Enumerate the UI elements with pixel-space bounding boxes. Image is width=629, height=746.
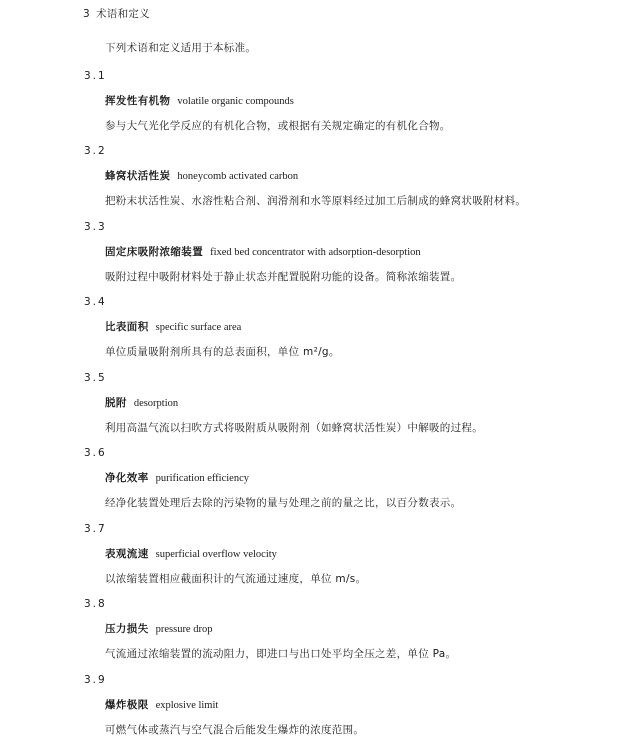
term-zh: 净化效率 (105, 472, 149, 485)
term-number: 3.4 (84, 296, 107, 308)
term-heading (0, 617, 629, 642)
term-block (0, 592, 629, 668)
term-number: 3.8 (84, 598, 107, 610)
term-block (0, 290, 629, 366)
term-zh: 爆炸极限 (105, 698, 149, 711)
intro-text: 下列术语和定义适用于本标准。 (105, 42, 257, 54)
term-en: pressure drop (155, 624, 213, 636)
term-definition: 参与大气光化学反应的有机化合物，或根据有关规定确定的有机化合物。 (105, 119, 451, 132)
term-block (0, 139, 629, 215)
term-definition: 吸附过程中吸附材料处于静止状态并配置脱附功能的设备。简称浓缩装置。 (105, 270, 462, 283)
term-zh: 固定床吸附浓缩装置 (105, 245, 204, 258)
term-number: 3.9 (84, 673, 107, 686)
term-heading (0, 89, 629, 114)
term-zh: 表观流速 (105, 547, 149, 560)
term-definition: 把粉末状活性炭、水溶性粘合剂、润滑剂和水等原料经过加工后制成的蜂窝状吸附材料。 (105, 195, 527, 208)
term-en: desorption (133, 397, 179, 409)
section-heading (83, 2, 150, 26)
term-number: 3.7 (84, 522, 107, 535)
term-zh: 比表面积 (105, 321, 149, 334)
term-heading (0, 315, 629, 340)
term-heading (0, 542, 629, 567)
term-block (0, 441, 629, 517)
term-definition: 经净化装置处理后去除的污染物的量与处理之前的量之比，以百分数表示。 (105, 497, 462, 510)
term-definition: 以浓缩装置相应截面积计的气流通过速度，单位 m/s。 (105, 572, 367, 585)
term-heading (0, 391, 629, 416)
term-zh: 压力损失 (105, 623, 149, 636)
term-heading (0, 164, 629, 189)
term-block (0, 366, 629, 442)
term-en: purification efficiency (155, 473, 249, 485)
term-zh: 蜂窝状活性炭 (105, 170, 171, 183)
term-heading (0, 466, 629, 491)
term-block (0, 215, 629, 291)
term-zh: 挥发性有机物 (105, 94, 171, 107)
term-heading (0, 240, 629, 265)
term-number: 3.1 (84, 69, 107, 82)
term-number: 3.2 (84, 145, 107, 157)
term-en: explosive limit (155, 699, 219, 711)
term-block (0, 517, 629, 593)
term-definition: 可燃气体或蒸汽与空气混合后能发生爆炸的浓度范围。 (105, 723, 365, 736)
term-block (0, 64, 629, 140)
term-en: volatile organic compounds (177, 95, 294, 107)
term-en: honeycomb activated carbon (177, 171, 299, 183)
term-heading (0, 693, 629, 718)
section-number: 3 (83, 8, 90, 20)
term-en: fixed bed concentrator with adsorption-desorption (210, 246, 421, 258)
terms-list (0, 64, 629, 744)
term-definition: 单位质量吸附剂所具有的总表面积，单位 m²/g。 (105, 346, 340, 359)
term-zh: 脱附 (105, 396, 127, 409)
term-number: 3.5 (84, 371, 107, 384)
section-title: 术语和定义 (95, 8, 150, 20)
term-definition: 气流通过浓缩装置的流动阻力，即进口与出口处平均全压之差，单位 Pa。 (105, 648, 457, 661)
term-en: specific surface area (155, 322, 242, 334)
term-block (0, 668, 629, 744)
term-definition: 利用高温气流以扫吹方式将吸附质从吸附剂（如蜂窝状活性炭）中解吸的过程。 (105, 421, 483, 434)
term-number: 3.3 (84, 220, 107, 233)
term-number: 3.6 (84, 447, 107, 459)
term-en: superficial overflow velocity (155, 548, 277, 560)
